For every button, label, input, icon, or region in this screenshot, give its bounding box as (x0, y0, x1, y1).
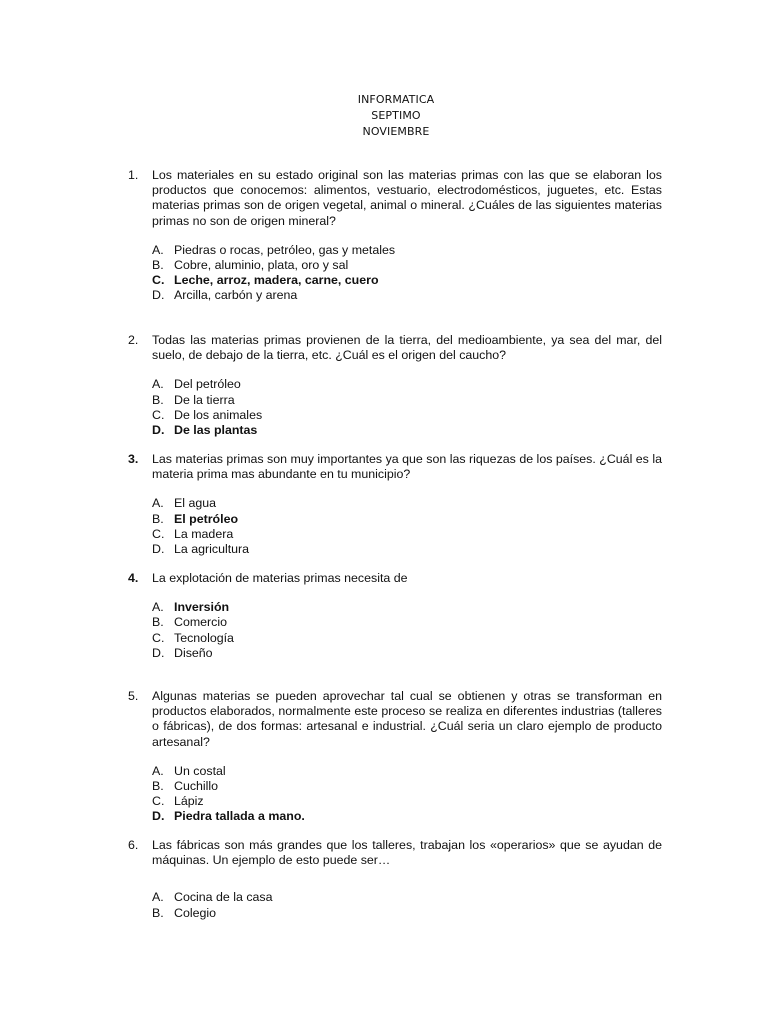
option-letter: A. (152, 242, 164, 257)
question-text: Algunas materias se pueden aprovechar tal cual se obtienen y otras se transforman en productos elaborados, normalmente este proceso se realiza en diferentes industrias (talleres o fábricas), de dos formas: artesanal e industrial. ¿Cuál seria un claro ejemplo de producto artesanal? (152, 689, 662, 749)
option-letter: C. (152, 526, 165, 541)
option-d (152, 542, 662, 557)
header-grade: SEPTIMO (371, 109, 421, 122)
option-letter: D. (152, 423, 165, 438)
option-text: Leche, arroz, madera, carne, cuero (174, 273, 379, 288)
option-text: De los animales (174, 407, 263, 422)
question-6 (128, 838, 662, 921)
option-list (152, 496, 662, 557)
option-text: Tecnología (174, 630, 234, 645)
option-text: Arcilla, carbón y arena (174, 288, 298, 303)
option-a (152, 243, 662, 258)
question-text: Las fábricas son más grandes que los talleres, trabajan los «operarios» que se ayudan de máquinas. Un ejemplo de esto puede ser… (152, 838, 662, 868)
option-c (152, 527, 662, 542)
option-letter: B. (152, 615, 164, 630)
option-letter: A. (152, 890, 164, 905)
option-text: Cobre, aluminio, plata, oro y sal (174, 258, 349, 273)
option-letter: A. (152, 600, 164, 615)
option-letter: B. (152, 905, 164, 920)
option-text: La madera (174, 526, 234, 541)
option-a (152, 764, 662, 779)
option-b-correct (152, 512, 662, 527)
option-list (152, 377, 662, 438)
question-number: 2. (128, 333, 139, 347)
option-letter: A. (152, 763, 164, 778)
option-b (152, 258, 662, 273)
option-letter: D. (152, 288, 165, 303)
option-letter: B. (152, 511, 164, 526)
option-text: Piedras o rocas, petróleo, gas y metales (174, 242, 396, 257)
option-d-correct (152, 809, 662, 824)
option-b (152, 393, 662, 408)
question-3 (128, 452, 662, 557)
question-text: Las materias primas son muy importantes ya que son las riquezas de los países. ¿Cuál es la materia prima mas abundante en tu municipio? (152, 452, 662, 482)
option-text: El petróleo (174, 511, 239, 526)
option-c (152, 408, 662, 423)
option-letter: D. (152, 809, 165, 824)
option-letter: C. (152, 273, 165, 288)
option-letter: A. (152, 377, 164, 392)
option-a-correct (152, 600, 662, 615)
option-d (152, 288, 662, 303)
question-number: 3. (128, 452, 139, 466)
option-b (152, 779, 662, 794)
option-c-correct (152, 273, 662, 288)
question-number: 6. (128, 838, 139, 852)
option-text: Un costal (174, 763, 226, 778)
option-text: Piedra tallada a mano. (174, 809, 305, 824)
question-number: 5. (128, 689, 139, 703)
question-text: Todas las materias primas provienen de la tierra, del medioambiente, ya sea del mar, del suelo, de debajo de la tierra, etc. ¿Cuál es el origen del caucho? (152, 333, 662, 363)
option-text: La agricultura (174, 542, 250, 557)
header-month: NOVIEMBRE (362, 125, 430, 138)
option-letter: B. (152, 258, 164, 273)
question-text: Los materiales en su estado original son las materias primas con las que se elaboran los productos que conocemos: alimentos, vestuario, electrodomésticos, juguetes, etc. Estas materias primas son de origen vegetal, animal o mineral. ¿Cuáles de las siguientes materias primas no son de origen mineral? (152, 168, 662, 228)
option-list (152, 243, 662, 304)
option-letter: C. (152, 794, 165, 809)
option-c (152, 794, 662, 809)
option-c (152, 631, 662, 646)
option-text: Comercio (174, 615, 228, 630)
option-letter: D. (152, 542, 165, 557)
option-letter: C. (152, 407, 165, 422)
option-text: Diseño (174, 645, 213, 660)
document-header (0, 92, 768, 140)
question-number: 1. (128, 168, 139, 182)
option-text: Del petróleo (174, 377, 241, 392)
option-text: Cocina de la casa (174, 890, 273, 905)
option-text: Cuchillo (174, 779, 219, 794)
option-list (152, 600, 662, 661)
option-list (152, 890, 662, 920)
option-a (152, 377, 662, 392)
question-4 (128, 571, 662, 661)
question-number: 4. (128, 571, 139, 585)
option-d (152, 646, 662, 661)
question-2 (128, 333, 662, 438)
option-text: De las plantas (174, 423, 258, 438)
option-text: Inversión (174, 600, 230, 615)
option-d-correct (152, 423, 662, 438)
option-b (152, 906, 662, 921)
option-letter: A. (152, 496, 164, 511)
option-text: De la tierra (174, 392, 235, 407)
option-letter: D. (152, 645, 165, 660)
option-a (152, 496, 662, 511)
option-letter: B. (152, 779, 164, 794)
option-list (152, 764, 662, 825)
option-text: Colegio (174, 905, 217, 920)
question-5 (128, 689, 662, 825)
option-letter: C. (152, 630, 165, 645)
header-subject: INFORMATICA (357, 93, 435, 106)
option-text: El agua (174, 496, 217, 511)
question-1 (128, 168, 662, 304)
option-a (152, 890, 662, 905)
option-b (152, 615, 662, 630)
option-letter: B. (152, 392, 164, 407)
option-text: Lápiz (174, 794, 204, 809)
question-text: La explotación de materias primas necesita de (152, 571, 408, 585)
